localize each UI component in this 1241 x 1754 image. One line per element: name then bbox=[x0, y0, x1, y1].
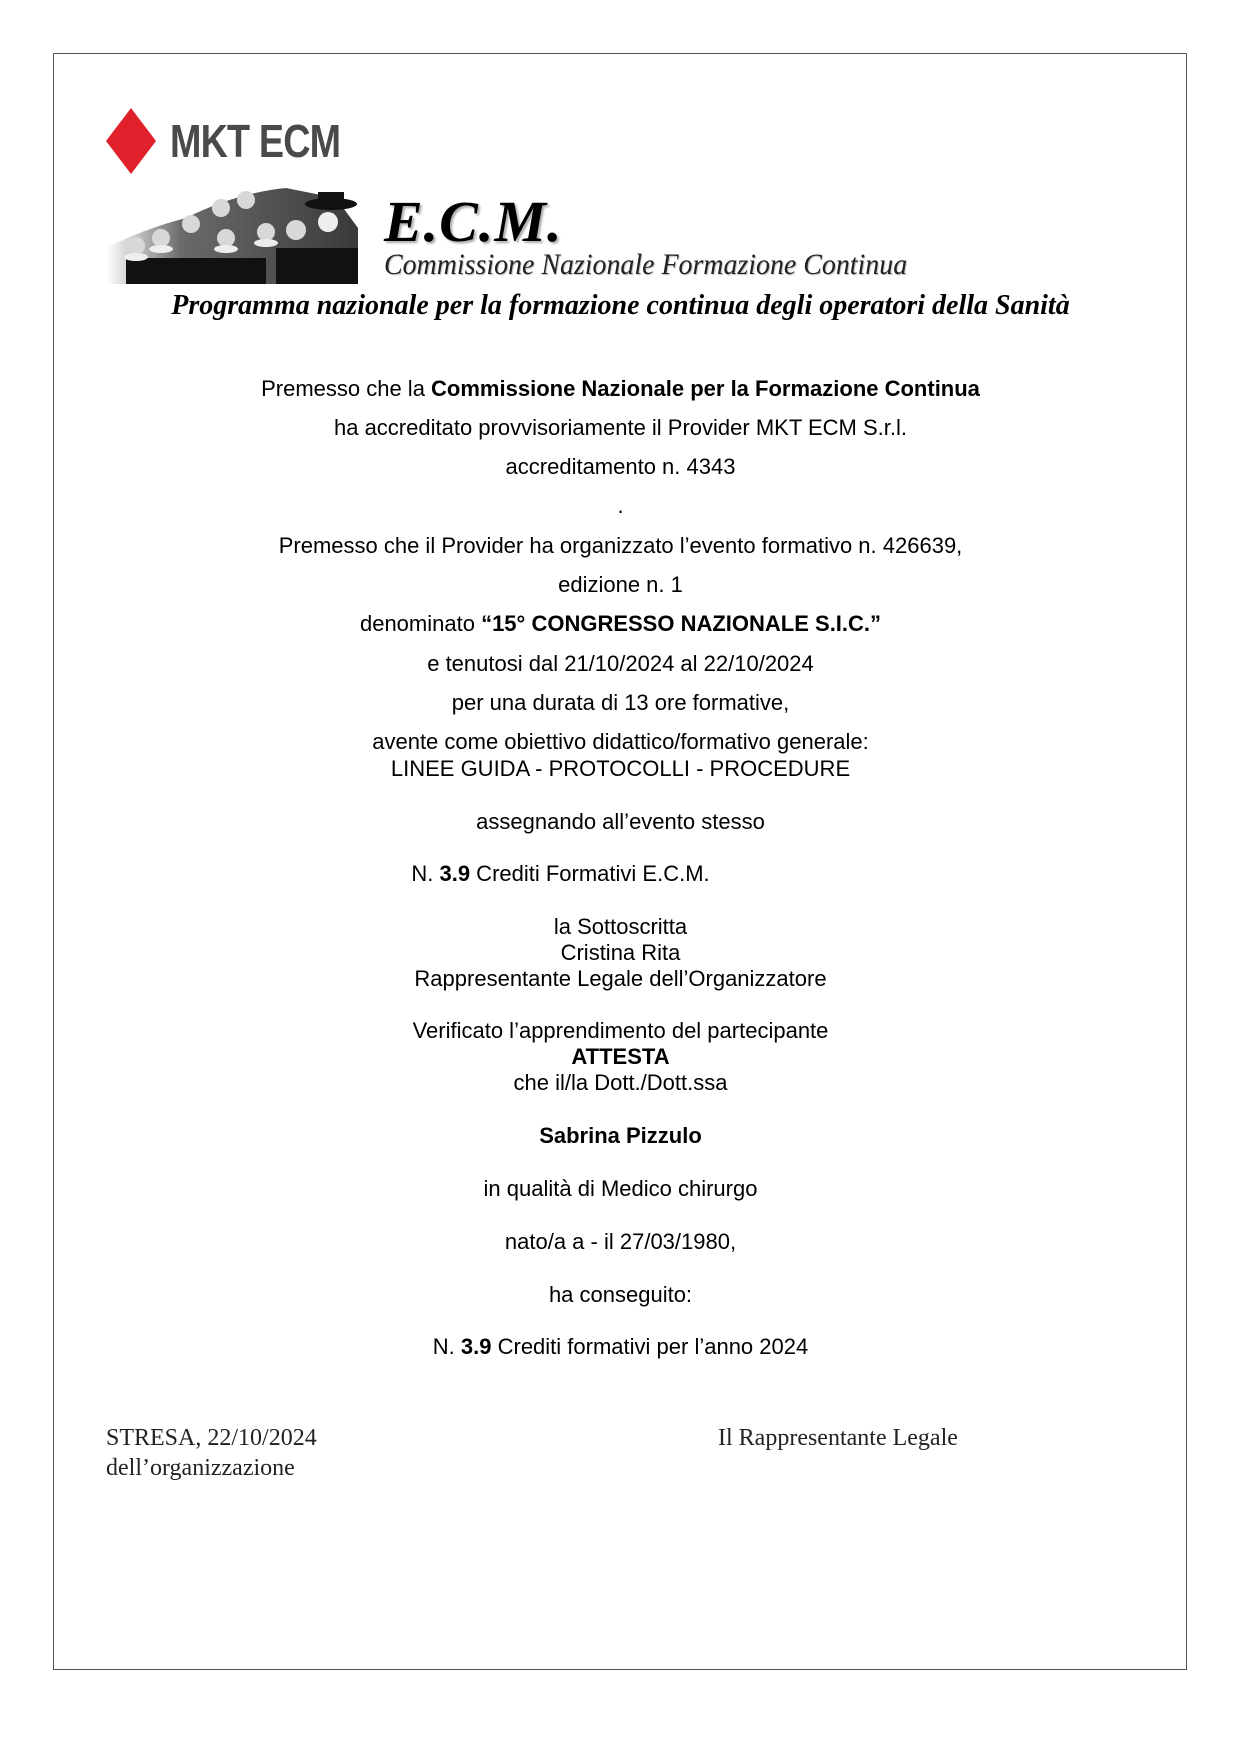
undersigned-name: Cristina Rita bbox=[560, 940, 681, 965]
place-date: STRESA, 22/10/2024 bbox=[106, 1425, 317, 1451]
achieved-label: ha conseguito: bbox=[548, 1282, 693, 1307]
accreditation-number: accreditamento n. 4343 bbox=[505, 454, 736, 479]
ecm-title: E.C.M. bbox=[384, 189, 563, 254]
organization-label: dell’organizzazione bbox=[106, 1455, 295, 1481]
objective-value: LINEE GUIDA - PROTOCOLLI - PROCEDURE bbox=[390, 756, 851, 781]
participant-birth: nato/a a - il 27/03/1980, bbox=[504, 1229, 737, 1254]
doctor-title: che il/la Dott./Dott.ssa bbox=[513, 1070, 728, 1095]
verification-line: Verificato l’apprendimento del partecipante bbox=[412, 1018, 829, 1043]
event-credits: N. 3.9 Crediti Formativi E.C.M. bbox=[411, 861, 710, 886]
achieved-credits: N. 3.9 Crediti formativi per l’anno 2024 bbox=[432, 1334, 809, 1359]
ecm-subtitle: Commissione Nazionale Formazione Continua bbox=[384, 248, 908, 281]
event-dates: e tenutosi dal 21/10/2024 al 22/10/2024 bbox=[427, 651, 814, 676]
anatomy-lesson-painting bbox=[106, 188, 358, 284]
signature-label: Il Rappresentante Legale bbox=[718, 1425, 958, 1451]
event-duration: per una durata di 13 ore formative, bbox=[451, 690, 790, 715]
event-number: Premesso che il Provider ha organizzato l’evento formativo n. 426639, bbox=[278, 533, 963, 558]
programma-heading: Programma nazionale per la formazione continua degli operatori della Sanità bbox=[171, 290, 1070, 321]
undersigned-label: la Sottoscritta bbox=[553, 914, 688, 939]
mkt-ecm-logo bbox=[106, 106, 378, 176]
undersigned-role: Rappresentante Legale dell’Organizzatore bbox=[414, 966, 827, 991]
assigning-line: assegnando all’evento stesso bbox=[476, 809, 765, 834]
provider-line: ha accreditato provvisoriamente il Provider MKT ECM S.r.l. bbox=[333, 415, 908, 440]
premise-commission: Premesso che la Commissione Nazionale per la Formazione Continua bbox=[261, 376, 980, 401]
participant-name: Sabrina Pizzulo bbox=[539, 1123, 702, 1148]
attesta-heading: ATTESTA bbox=[571, 1044, 670, 1069]
event-name: denominato “15° CONGRESSO NAZIONALE S.I.C.” bbox=[359, 611, 882, 636]
separator-dot: . bbox=[617, 493, 624, 518]
red-diamond-icon bbox=[106, 108, 156, 174]
edition-number: edizione n. 1 bbox=[558, 572, 683, 597]
objective-label: avente come obiettivo didattico/formativo generale: bbox=[372, 729, 869, 754]
participant-profession: in qualità di Medico chirurgo bbox=[483, 1176, 758, 1201]
logo-wordmark: MKT ECM bbox=[170, 115, 341, 167]
